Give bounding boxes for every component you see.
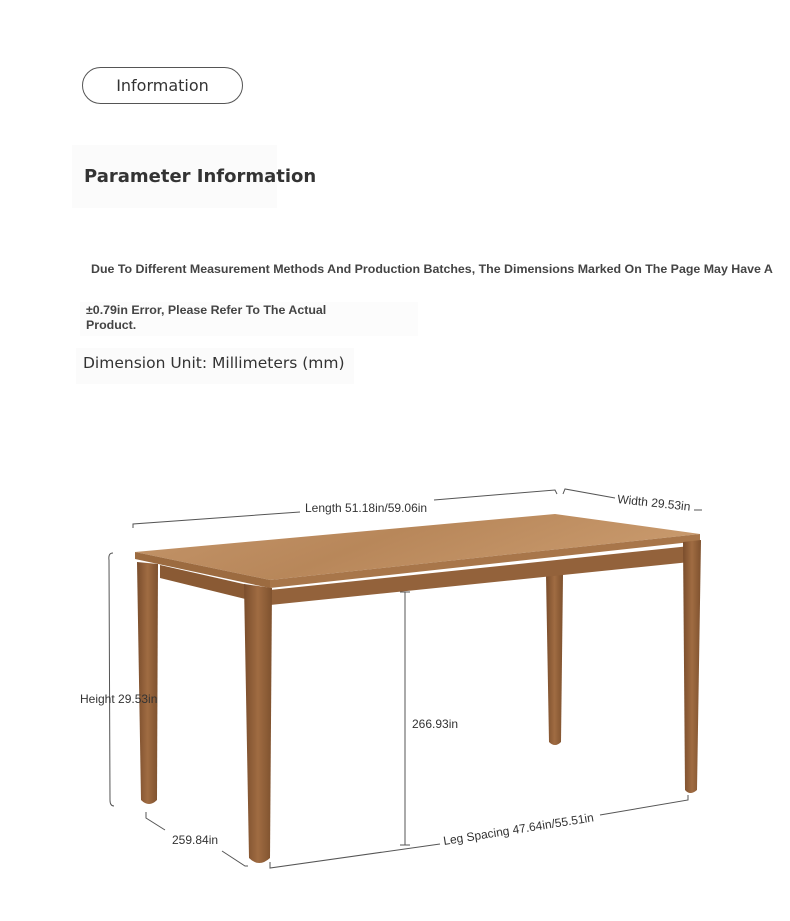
length-label: Length 51.18in/59.06in [305, 501, 428, 515]
leg-depth-label: 259.84in [172, 833, 219, 847]
table-front-leg-right [683, 540, 701, 793]
apron-clearance-label: 266.93in [412, 717, 459, 731]
leg-spacing-label: Leg Spacing 47.64in/55.51in [442, 810, 595, 848]
measurement-note-line-1: Due To Different Measurement Methods And Production Batches, The Dimensions Marked On The Page May Have A [91, 262, 773, 276]
height-label: Height 29.53in [80, 692, 158, 706]
measurement-note-line-2: ±0.79in Error, Please Refer To The Actual Product. [86, 303, 327, 332]
section-title: Parameter Information [84, 166, 317, 187]
information-tab[interactable]: Information [82, 67, 243, 104]
dimension-unit: Dimension Unit: Millimeters (mm) [83, 354, 345, 372]
table-back-leg-left [137, 562, 158, 804]
table-front-leg-left [244, 584, 272, 863]
table-back-leg-right [546, 575, 563, 745]
width-label: Width 29.53in [616, 492, 692, 514]
